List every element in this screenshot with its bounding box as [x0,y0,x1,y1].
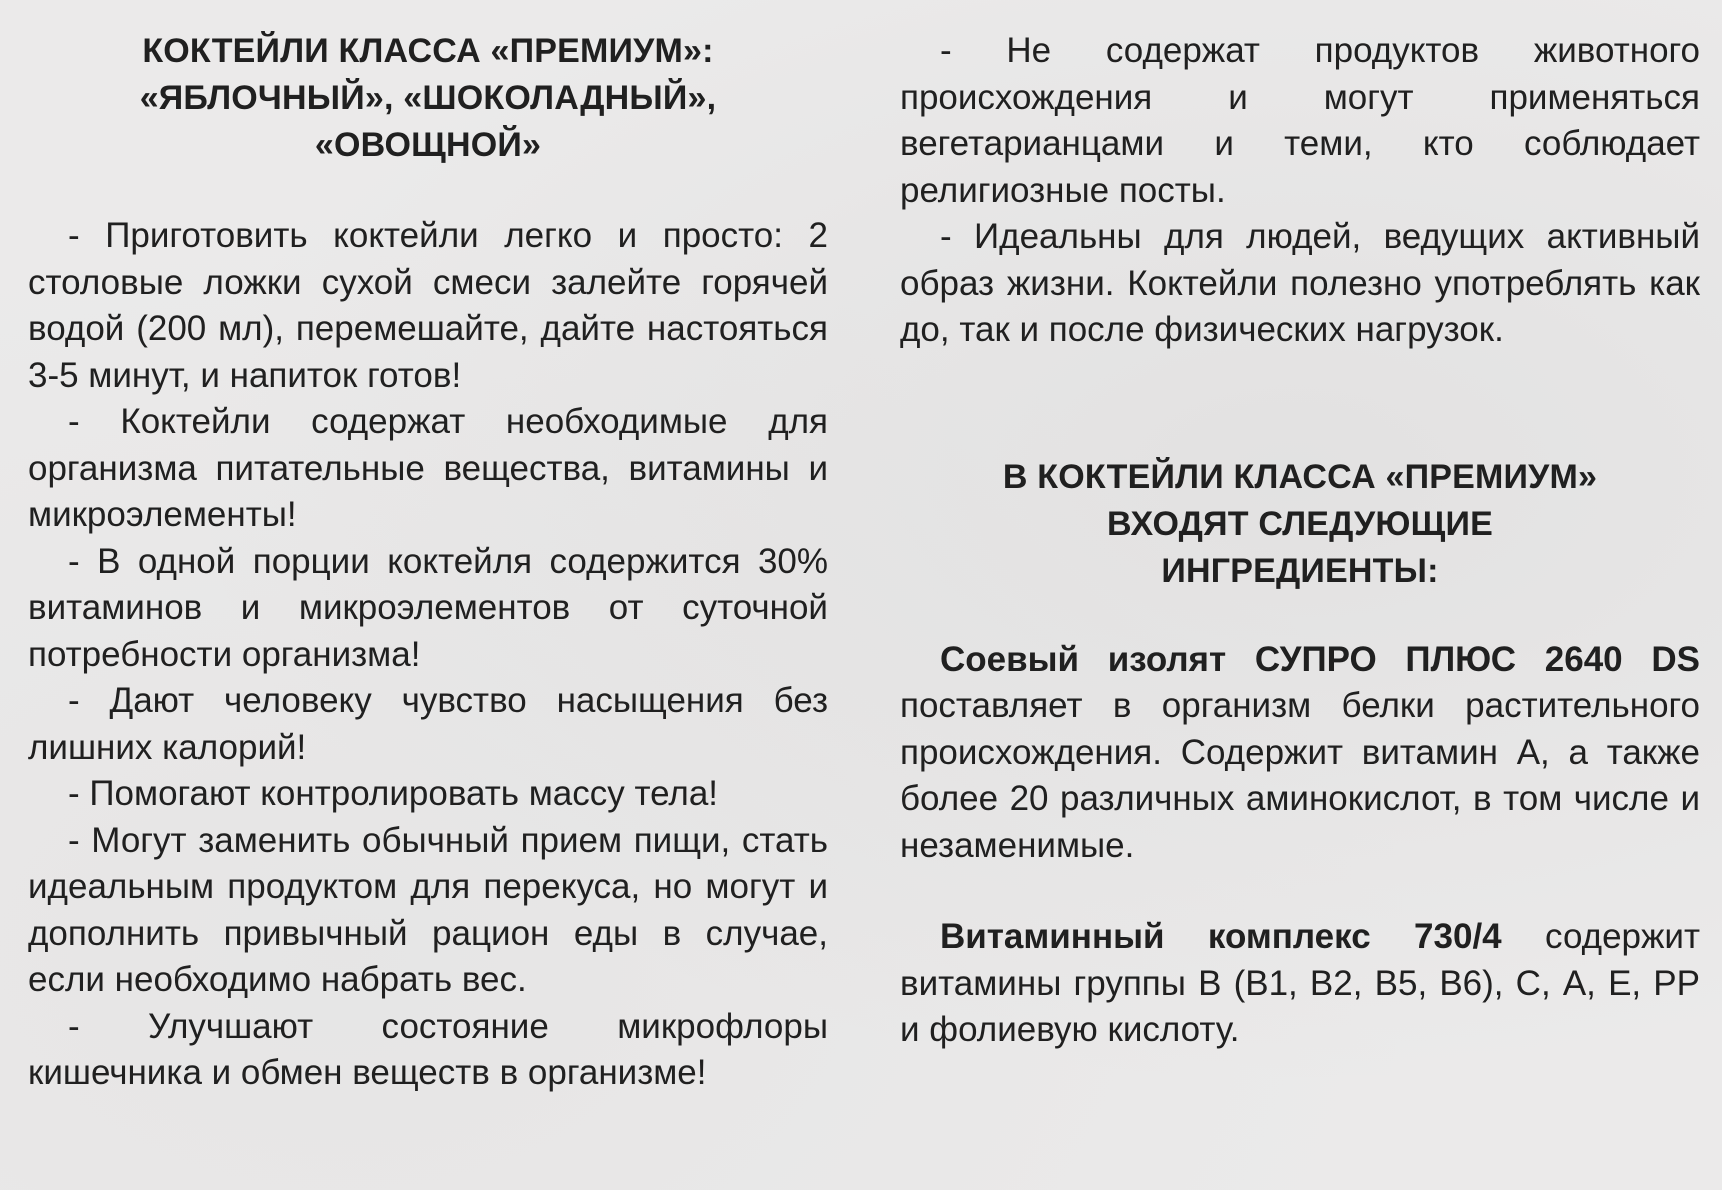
premium-cocktails-heading [28,28,828,169]
ingredient-description: содержит витамины группы В (В1, В2, В5, В6), С, А, Е, РР и фолиевую кислоту. [900,917,1700,1049]
vitamins-percent-paragraph: - В одной порции коктейля содержится 30% витаминов и микроэлементов от суточной потребности организма! [28,541,828,674]
ingredient-name: Витаминный комплекс 730/4 [940,917,1502,956]
weight-control-paragraph: - Помогают контролировать массу тела! [68,774,719,813]
no-animal-products-paragraph: - Не содержат продуктов животного происхождения и могут применяться вегетарианцами и теми, кто соблюдает религиозные посты. [900,31,1700,210]
ingredient-description: поставляет в организм белки растительного происхождения. Содержит витамин А, а также более 20 различных аминокислот, в том числе и незаменимые. [900,686,1700,865]
heading-line: ИНГРЕДИЕНТЫ: [1161,551,1439,590]
soy-isolate-paragraph [900,637,1700,870]
heading-line: «ОВОЩНОЙ» [314,126,542,164]
heading-line: «ЯБЛОЧНЫЙ», «ШОКОЛАДНЫЙ», [139,79,717,117]
active-lifestyle-paragraph: - Идеальны для людей, ведущих активный образ жизни. Коктейли полезно употреблять как до, так и после физических нагрузок. [900,217,1700,349]
ingredients-heading [900,454,1700,595]
satiety-paragraph: - Дают человеку чувство насыщения без лишних калорий! [28,681,828,767]
right-column [900,28,1700,1054]
left-column [28,28,828,1097]
meal-replacement-paragraph: - Могут заменить обычный прием пищи, стать идеальным продуктом для перекуса, но могут и дополнить привычный рацион еды в случае, если необходимо набрать вес. [28,820,828,999]
heading-line: В КОКТЕЙЛИ КЛАССА «ПРЕМИУМ» [1002,457,1598,496]
preparation-paragraph: - Приготовить коктейли легко и просто: 2 столовые ложки сухой смеси залейте горячей водой (200 мл), перемешайте, дайте настояться 3-5 минут, и напиток готов! [28,216,828,395]
vitamin-complex-paragraph [900,914,1700,1054]
ingredient-name: Соевый изолят СУПРО ПЛЮС 2640 DS [940,639,1700,679]
heading-line: ВХОДЯТ СЛЕДУЮЩИЕ [1107,504,1493,543]
nutrients-paragraph: - Коктейли содержат необходимые для организма питательные вещества, витамины и микроэлементы! [28,402,828,534]
microflora-paragraph: - Улучшают состояние микрофлоры кишечника и обмен веществ в организме! [28,1006,828,1092]
heading-line: КОКТЕЙЛИ КЛАССА «ПРЕМИУМ»: [142,32,714,70]
